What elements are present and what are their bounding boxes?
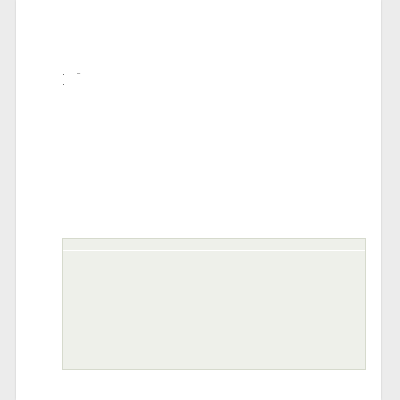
observations-title	[63, 239, 365, 251]
list-item	[72, 70, 366, 78]
page-header	[80, 42, 352, 54]
activity-list	[62, 68, 366, 228]
document-page	[16, 0, 381, 400]
list-item	[72, 80, 366, 88]
observations-box	[62, 238, 366, 370]
section-heading	[62, 54, 362, 64]
observations-content	[68, 254, 360, 366]
